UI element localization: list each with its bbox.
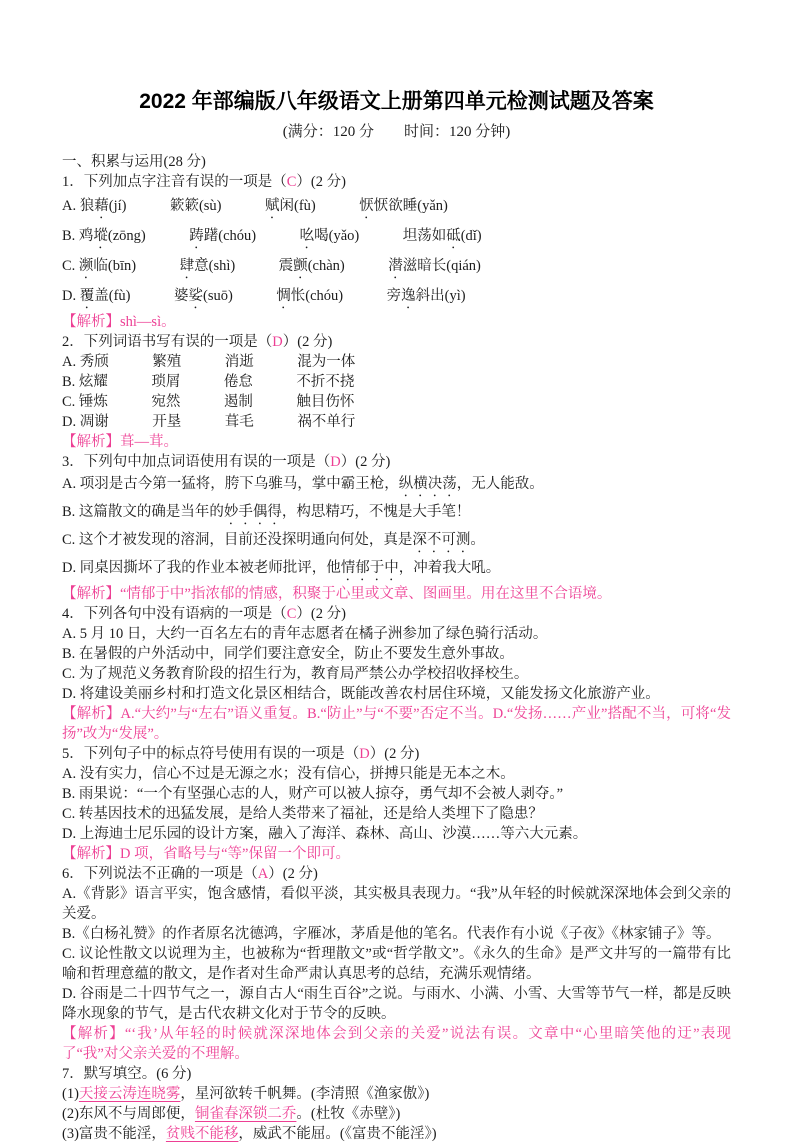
text-segment: 藉 <box>94 198 109 214</box>
text-segment: 娑 <box>188 288 203 304</box>
text-segment: 颤 <box>293 258 308 274</box>
text-segment: ，星河欲转千帆舞。(李清照《渔家傲》) <box>180 1086 430 1102</box>
q5-stem <box>62 744 731 764</box>
text-segment: A. 秀颀 繁殖 消逝 混为一体 <box>62 354 356 370</box>
text-segment: B. 鸡 <box>62 228 94 244</box>
q5-analysis <box>62 844 731 864</box>
q2-analysis <box>62 432 731 452</box>
text-segment: 滋暗长(qián) <box>402 258 481 274</box>
text-segment: B. 这篇散文的确是当年的 <box>62 504 224 520</box>
q1-option-b <box>62 222 731 252</box>
text-segment: ，无人能敌。 <box>456 476 544 492</box>
q7-2-fill-answer: 铜雀春深锁二乔 <box>194 1106 297 1122</box>
text-segment: A. 狼 <box>62 198 95 214</box>
q3-option-a <box>62 472 731 500</box>
q5-option-c <box>62 804 731 824</box>
text-segment: 喝(yǎo) 坦荡如 <box>314 228 447 244</box>
text-segment: 斜出(yì) <box>415 288 466 304</box>
q2-option-a <box>62 352 731 372</box>
text-segment: 【解析】A.“大约”与“左右”语义重复。B.“防止”与“不要”否定不当。D.“发扬……产业”搭配不当，可将“发扬”改为“发展”。 <box>62 706 731 742</box>
q6-option-d <box>62 984 731 1024</box>
text-segment: ）(2 分) <box>296 174 346 190</box>
q6-option-a <box>62 884 731 924</box>
text-segment: C. 转基因技术的迅猛发展，是给人类带来了福祉，还是给人类埋下了隐患？ <box>62 806 543 822</box>
q4-option-d <box>62 684 731 704</box>
text-segment: C. 为了规范义务教育阶段的招生行为，教育局严禁公办学校招收择校生。 <box>62 666 529 682</box>
text-segment: (1) <box>62 1086 79 1102</box>
text-segment: (suō) <box>202 288 277 304</box>
q4-analysis <box>62 704 731 744</box>
text-segment: A. 没有实力，信心不过是无源之水；没有信心，拼搏只能是无本之木。 <box>62 766 515 782</box>
text-segment: 㙡 <box>93 228 108 244</box>
text-segment: B. 雨果说：“一个有坚强心志的人，财产可以被人掠夺，勇气却不会被人剥夺。” <box>62 786 564 802</box>
q5-option-d <box>62 824 731 844</box>
text-segment: ，威武不能屈。(《富贵不能淫》) <box>238 1126 437 1142</box>
q1-option-d <box>62 282 731 312</box>
text-segment: A.《背影》语言平实，饱含感情，看似平淡，其实极具表现力。“我”从年轻的时候就深深地体会到父亲的关爱。 <box>62 886 731 922</box>
q5-answer-letter: D <box>359 746 370 762</box>
text-segment: 【解析】葺—茸。 <box>62 434 178 450</box>
text-segment: ，构思精巧，不愧是大手笔！ <box>281 504 471 520</box>
text-segment: (zōng) <box>107 228 190 244</box>
q1-option-a <box>62 192 731 222</box>
text-segment: 意(shì) 震 <box>194 258 294 274</box>
text-segment: 潜 <box>388 258 403 274</box>
text-segment: C. <box>62 258 79 274</box>
text-segment: 闲(fù) <box>279 198 360 214</box>
text-segment: D. 同桌因撕坏了我的作业本被老师批评，他 <box>62 560 341 576</box>
q3-option-d <box>62 556 731 584</box>
text-segment: 覆 <box>79 288 95 304</box>
text-segment: 【解析】“情郁于中”指浓郁的情感，积聚于心里或文章、图画里。用在这里不合语境。 <box>62 586 612 602</box>
text-segment: B. 在暑假的户外活动中，同学们要注意安全，防止不要发生意外事故。 <box>62 646 514 662</box>
text-segment: C. 议论性散文以说理为主，也被称为“哲理散文”或“哲学散文”。《永久的生命》是严文井写的一篇带有比喻和哲理意蕴的散文，是作者对生命严肃认真思考的总结，充满乐观情绪。 <box>62 946 731 982</box>
text-segment: 7．默写填空。(6 分) <box>62 1066 192 1082</box>
text-segment: A. 5 月 10 日，大约一百名左右的青年志愿者在橘子洲参加了绿色骑行活动。 <box>62 626 548 642</box>
text-segment: 踌 <box>189 228 204 244</box>
exam-body <box>62 152 731 1144</box>
q3-option-b <box>62 500 731 528</box>
q3-analysis <box>62 584 731 604</box>
text-segment: 妙手偶得 <box>223 504 282 520</box>
text-segment: D. <box>62 288 80 304</box>
q1-analysis <box>62 312 731 332</box>
q7-item-1 <box>62 1084 731 1104</box>
q3-option-c <box>62 528 731 556</box>
text-segment: 惆 <box>276 288 291 304</box>
q7-stem <box>62 1064 731 1084</box>
q2-answer-letter: D <box>272 334 283 350</box>
text-segment: (chàn) <box>307 258 389 274</box>
text-segment: 6．下列说法不正确的一项是（ <box>62 866 258 882</box>
text-segment: (jí) 簌 <box>108 198 185 214</box>
q7-3-fill-answer: 贫贱不能移 <box>165 1126 239 1142</box>
text-segment: 【解析】“‘我’从年轻的时候就深深地体会到父亲的关爱”说法有误。文章中“心里暗笑他的迂”表现了“我”对父亲关爱的不理解。 <box>62 1026 731 1062</box>
q2-option-b <box>62 372 731 392</box>
q2-stem <box>62 332 731 352</box>
text-segment: ）(2 分) <box>369 746 420 762</box>
text-segment: 盖(fù) 婆 <box>94 288 189 304</box>
text-segment: ）(2 分) <box>340 454 391 470</box>
text-segment: 恹 <box>359 198 374 214</box>
text-segment: (2)东风不与周郎便， <box>62 1106 195 1122</box>
q4-answer-letter: C <box>286 606 297 622</box>
text-segment: D. 凋谢 开垦 葺毛 祸不单行 <box>62 414 356 430</box>
q6-option-b <box>62 924 731 944</box>
page-title: 2022 年部编版八年级语文上册第四单元检测试题及答案 <box>139 90 654 113</box>
q7-item-2 <box>62 1104 731 1124</box>
text-segment: 。 <box>470 532 485 548</box>
text-segment: 恹欲睡(yǎn) <box>373 198 448 214</box>
section-1-heading <box>62 152 731 172</box>
q2-option-c <box>62 392 731 412</box>
q4-stem <box>62 604 731 624</box>
exam-meta: (满分：120 分 时间：120 分钟) <box>282 124 511 140</box>
q6-option-c <box>62 944 731 984</box>
text-segment: 赋 <box>265 198 280 214</box>
q3-stem <box>62 452 731 472</box>
text-segment: (dǐ) <box>460 228 482 244</box>
text-segment: 。(杜牧《赤壁》) <box>296 1106 401 1122</box>
text-segment: 深不可测 <box>412 532 471 548</box>
text-segment: 吆 <box>299 228 315 244</box>
text-segment: 4．下列各句中没有语病的一项是（ <box>62 606 287 622</box>
text-segment: 纵横决荡 <box>398 476 457 492</box>
q4-option-c <box>62 664 731 684</box>
q4-option-a <box>62 624 731 644</box>
text-segment: ）(2 分) <box>268 866 318 882</box>
q2-option-d <box>62 412 731 432</box>
q7-item-3 <box>62 1124 731 1144</box>
text-segment: 一、积累与运用(28 分) <box>62 154 206 170</box>
q7-1-fill-answer: 天接云涛连晓雾 <box>78 1086 181 1102</box>
text-segment: 2．下列词语书写有误的一项是（ <box>62 334 273 350</box>
text-segment: C. 这个才被发现的溶洞，目前还没探明通向何处，真是 <box>62 532 413 548</box>
text-segment: 躇(chóu) <box>203 228 300 244</box>
text-segment: (3)富贵不能淫， <box>62 1126 166 1142</box>
text-segment: B.《白杨礼赞》的作者原名沈德鸿，字雁冰，茅盾是他的笔名。代表作有小说《子夜》《林家铺子》等。 <box>62 926 721 942</box>
text-segment: 3．下列句中加点词语使用有误的一项是（ <box>62 454 331 470</box>
text-segment: 【解析】D 项，省略号与“等”保留一个即可。 <box>62 846 350 862</box>
q1-answer-letter: C <box>286 174 297 190</box>
q3-answer-letter: D <box>330 454 341 470</box>
text-segment: D. 谷雨是二十四节气之一，源自古人“雨生百谷”之说。与雨水、小满、小雪、大雪等节气一样，都是反映降水现象的节气，是古代农耕文化对于节令的反映。 <box>62 986 731 1022</box>
q4-option-b <box>62 644 731 664</box>
text-segment: 逸 <box>401 288 416 304</box>
q1-option-c <box>62 252 731 282</box>
text-segment: D. 上海迪士尼乐园的设计方案，融入了海洋、森林、高山、沙漠……等六大元素。 <box>62 826 588 842</box>
text-segment: 砥 <box>446 228 461 244</box>
text-segment: ，冲着我大吼。 <box>398 560 501 576</box>
q6-stem <box>62 864 731 884</box>
text-segment: 情郁于中 <box>340 560 399 576</box>
q5-option-b <box>62 784 731 804</box>
text-segment: D. 将建设美丽乡村和打造文化景区相结合，既能改善农村居住环境，又能发扬文化旅游产业。 <box>62 686 660 702</box>
q1-stem <box>62 172 731 192</box>
text-segment: 临(bīn) <box>93 258 180 274</box>
text-segment: 【解析】shì—sì。 <box>62 314 176 330</box>
q5-option-a <box>62 764 731 784</box>
text-segment: 簌(sù) <box>184 198 266 214</box>
text-segment: 1．下列加点字注音有误的一项是（ <box>62 174 287 190</box>
text-segment: 5．下列句子中的标点符号使用有误的一项是（ <box>62 746 360 762</box>
text-segment: 濒 <box>78 258 94 274</box>
text-segment: ）(2 分) <box>282 334 333 350</box>
q6-answer-letter: A <box>257 866 269 882</box>
text-segment: ）(2 分) <box>296 606 346 622</box>
text-segment: 肆 <box>179 258 195 274</box>
text-segment: 怅(chóu) 旁 <box>290 288 402 304</box>
text-segment: A. 项羽是古今第一猛将，胯下乌骓马，掌中霸王枪， <box>62 476 399 492</box>
q6-analysis <box>62 1024 731 1064</box>
text-segment: C. 锤炼 宛然 遏制 触目伤怀 <box>62 394 355 410</box>
text-segment: B. 炫耀 琐屑 倦怠 不折不挠 <box>62 374 355 390</box>
